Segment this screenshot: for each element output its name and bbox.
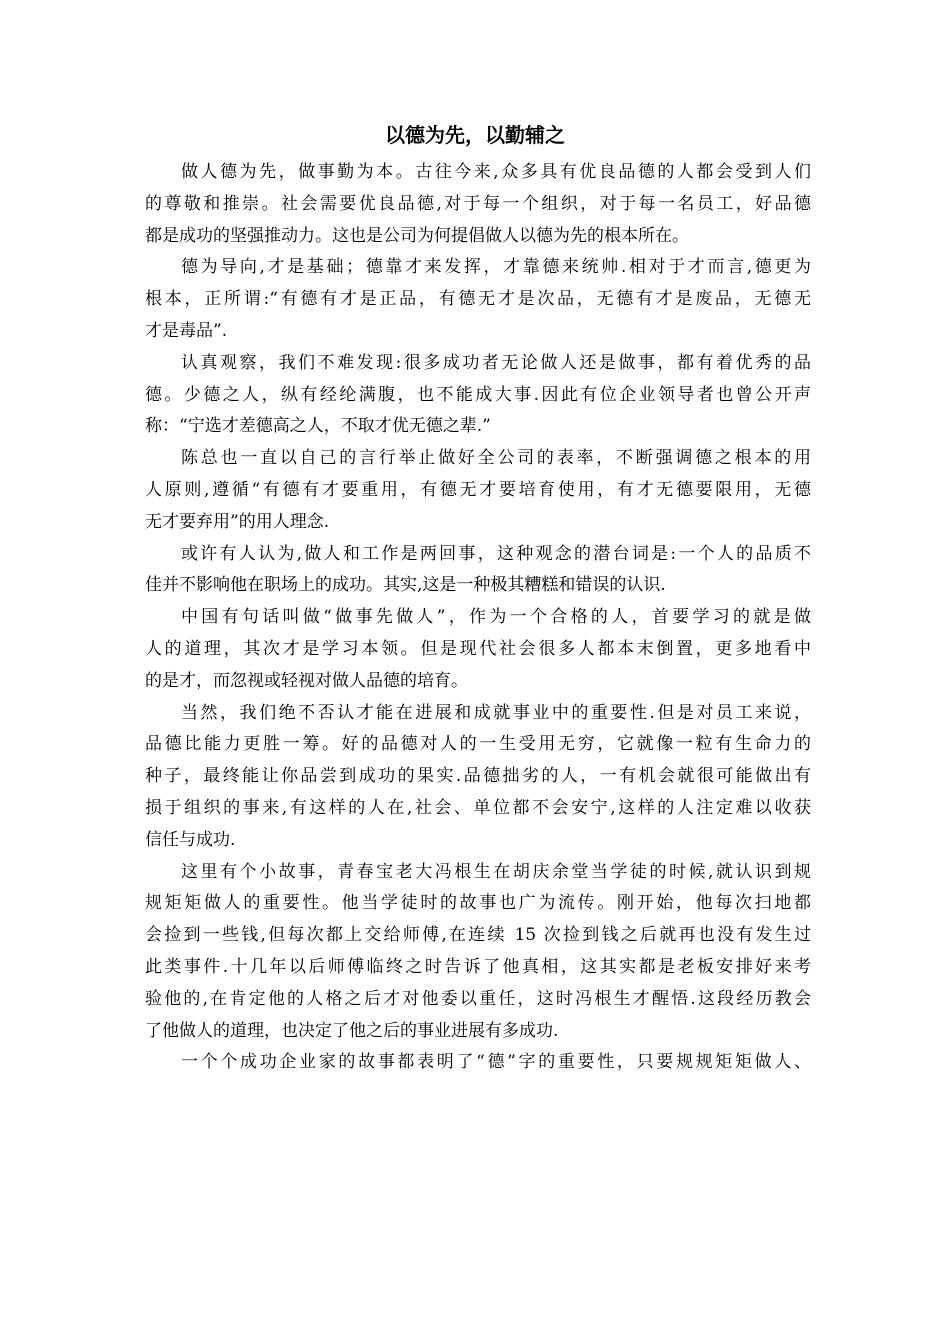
text-line: 根本，正所谓:“有德有才是正品，有德无才是次品，无德有才是废品，无德无 <box>145 289 811 310</box>
text-line: 种子，最终能让你品尝到成功的果实.品德拙劣的人，一有机会就很可能做出有 <box>145 766 811 787</box>
paragraph <box>145 539 811 603</box>
text-line: 中国有句话叫做“做事先做人”，作为一个合格的人，首要学习的就是做 <box>181 607 811 628</box>
text-line: 德为导向,才是基础；德靠才来发挥，才靠德来统帅.相对于才而言,德更为 <box>181 257 811 278</box>
paragraph <box>145 1047 811 1079</box>
text-line: 了他做人的道理，也决定了他之后的事业进展有多成功. <box>145 1020 559 1041</box>
text-line: 会捡到一些钱,但每次都上交给师傅,在连续 15 次捡到钱之后就再也没有发生过 <box>145 925 811 946</box>
text-line: 验他的,在肯定他的人格之后才对他委以重任，这时冯根生才醒悟.这段经历教会 <box>145 988 811 1009</box>
text-line: 当然，我们绝不否认才能在进展和成就事业中的重要性.但是对员工来说， <box>181 702 811 723</box>
document-title: 以德为先，以勤辅之 <box>385 123 565 147</box>
text-line: 规矩矩做人的重要性。他当学徒时的故事也广为流传。刚开始，他每次扫地都 <box>145 893 811 914</box>
text-line: 品德比能力更胜一筹。好的品德对人的一生受用无穷，它就像一粒有生命力的 <box>145 734 811 755</box>
text-line: 德。少德之人，纵有经纶满腹，也不能成大事.因此有位企业领导者也曾公开声 <box>145 384 811 405</box>
text-line: 无才要弃用”的用人理念. <box>145 511 330 532</box>
text-line: 都是成功的坚强推动力。这也是公司为何提倡做人以德为先的根本所在。 <box>145 225 689 246</box>
text-line: 一个个成功企业家的故事都表明了“德”字的重要性，只要规规矩矩做人、 <box>181 1052 811 1073</box>
document-body <box>145 157 811 1079</box>
text-line: 认真观察，我们不难发现:很多成功者无论做人还是做事，都有着优秀的品 <box>181 352 811 373</box>
text-line: 这里有个小故事，青春宝老大冯根生在胡庆余堂当学徒的时候,就认识到规 <box>181 861 811 882</box>
paragraph <box>145 157 811 252</box>
text-line: 信任与成功. <box>145 829 236 850</box>
text-line: 陈总也一直以自己的言行举止做好全公司的表率，不断强调德之根本的用 <box>181 448 811 469</box>
paragraph <box>145 252 811 347</box>
text-line: 才是毒品”. <box>145 320 228 341</box>
text-line: 或许有人认为,做人和工作是两回事，这种观念的潜台词是:一个人的品质不 <box>181 543 811 564</box>
text-line: 的尊敬和推崇。社会需要优良品德,对于每一个组织，对于每一名员工，好品德 <box>145 193 811 214</box>
text-line: 人原则,遵循“有德有才要重用，有德无才要培育使用，有才无德要限用，无德 <box>145 479 811 500</box>
paragraph <box>145 857 811 1048</box>
text-line: 人的道理，其次才是学习本领。但是现代社会很多人都本末倒置，更多地看中 <box>145 638 811 659</box>
paragraph <box>145 443 811 538</box>
text-line: 损于组织的事来,有这样的人在,社会、单位都不会安宁,这样的人注定难以收获 <box>145 797 811 818</box>
text-line: 称：“宁选才差德高之人，不取才优无德之辈.” <box>145 416 491 437</box>
paragraph <box>145 602 811 697</box>
text-line: 的是才，而忽视或轻视对做人品德的培育。 <box>145 670 468 691</box>
text-line: 做人德为先，做事勤为本。古往今来,众多具有优良品德的人都会受到人们 <box>181 162 811 182</box>
text-line: 佳并不影响他在职场上的成功。其实,这是一种极其糟糕和错误的认识. <box>145 575 666 596</box>
paragraph <box>145 348 811 443</box>
paragraph <box>145 698 811 857</box>
text-line: 此类事件.十几年以后师傅临终之时告诉了他真相，这其实都是老板安排好来考 <box>145 956 811 977</box>
